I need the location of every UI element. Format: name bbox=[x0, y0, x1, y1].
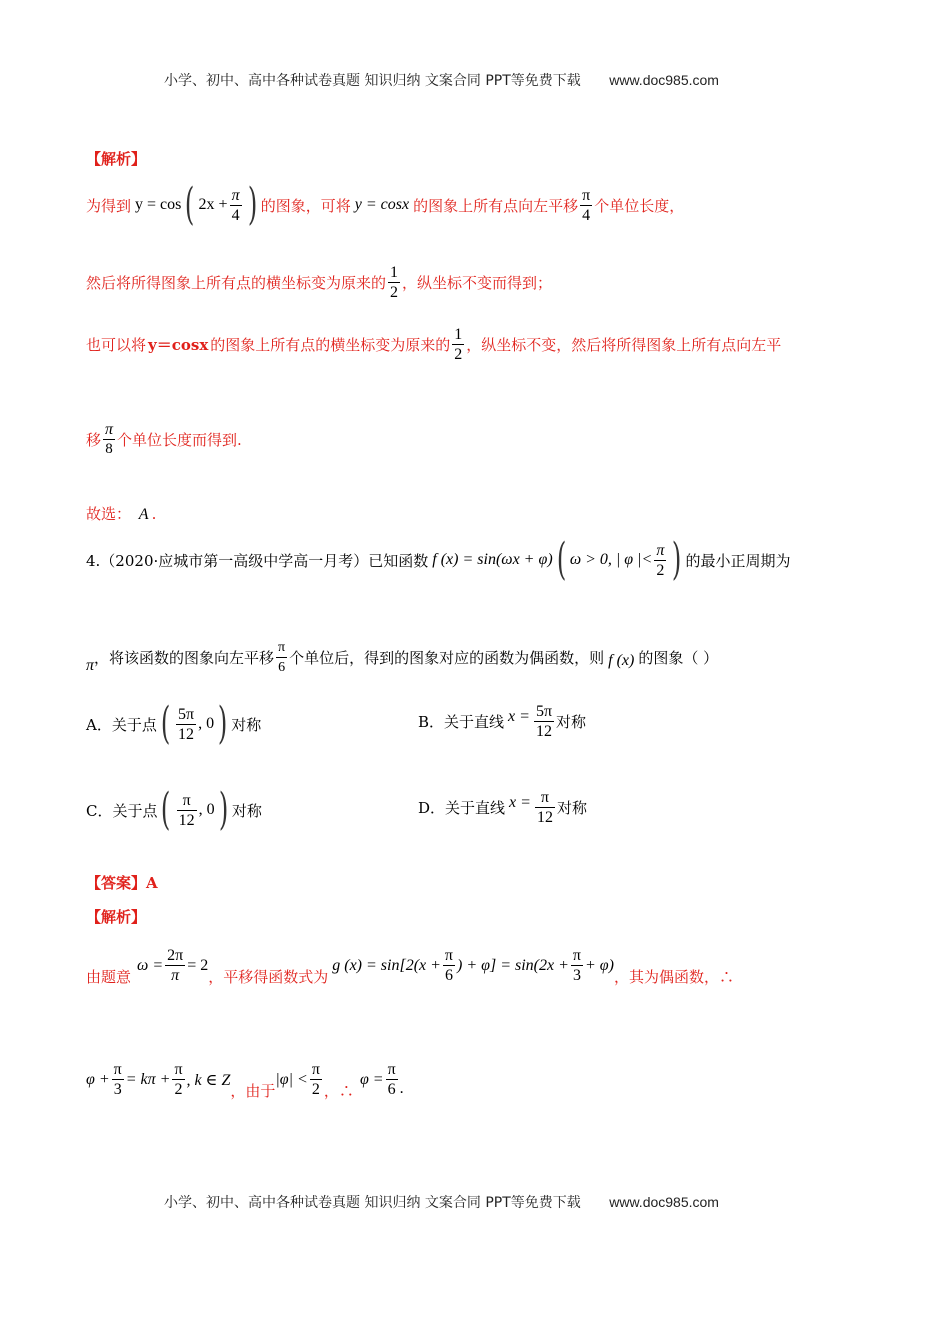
footer-text: 小学、初中、高中各种试卷真题 知识归纳 文案合同 PPT等免费下载 bbox=[164, 1195, 581, 1211]
math-eq: = kπ + bbox=[125, 1070, 171, 1088]
text-segment: . bbox=[151, 505, 157, 523]
fraction-pi-6: $\frac{\pi}{6}$ bbox=[278, 640, 286, 675]
text-segment: 的图象上所有点的横坐标变为原来的 bbox=[210, 336, 451, 354]
math-arg: 2x + bbox=[198, 196, 228, 213]
fraction-2pi-pi: $\frac{2\pi}{\pi}$ bbox=[167, 947, 184, 984]
math-x-eq: x = bbox=[509, 793, 531, 811]
math-k-set: , k ∈ Z bbox=[186, 1071, 231, 1089]
text-segment: . bbox=[399, 1079, 404, 1097]
math-pi: π bbox=[86, 656, 95, 674]
math-phi: φ = bbox=[359, 1070, 384, 1088]
fraction-pi-4: $\frac{\pi}{4}$ bbox=[582, 186, 591, 224]
text-segment: 对称 bbox=[556, 799, 587, 817]
text-segment: 个单位长度而得到. bbox=[117, 431, 242, 449]
header-text: 小学、初中、高中各种试卷真题 知识归纳 文案合同 PPT等免费下载 bbox=[164, 73, 581, 89]
text-segment: 的图象上所有点向左平移 bbox=[413, 196, 579, 215]
text-segment: ，将该函数的图象向左平移 bbox=[94, 649, 275, 667]
text-segment: 的图象（ ） bbox=[638, 649, 719, 667]
text-segment: 个单位长度， bbox=[594, 196, 685, 215]
right-paren: ) bbox=[218, 784, 228, 835]
fraction-pi-3: $\frac{\pi}{3}$ bbox=[113, 1061, 122, 1098]
fraction-pi-3: $\frac{\pi}{3}$ bbox=[572, 947, 581, 984]
math-g-func: ) + φ] = sin(2x + bbox=[457, 956, 569, 974]
math-fx: f (x) bbox=[608, 651, 635, 669]
math-cos-fn: y = cos bbox=[135, 196, 182, 213]
question-4-line-2 bbox=[86, 638, 718, 677]
choice-letter: A bbox=[138, 506, 149, 523]
answer-solution-line-2 bbox=[86, 1058, 404, 1101]
solution-label: 【解析】 bbox=[86, 908, 147, 926]
fraction-pi-2: $\frac{\pi}{2}$ bbox=[656, 541, 665, 579]
math-g-func: + φ) bbox=[584, 956, 614, 974]
fraction-pi-8: $\frac{\pi}{8}$ bbox=[105, 421, 114, 457]
fraction-pi-12: $\frac{\pi}{12}$ bbox=[536, 789, 553, 826]
fraction-pi-2: $\frac{\pi}{2}$ bbox=[174, 1061, 183, 1098]
question-4-stem bbox=[86, 534, 791, 585]
solution-line-1 bbox=[86, 179, 685, 230]
option-label: D．关于直线 bbox=[418, 799, 506, 817]
option-label: A．关于点 bbox=[86, 715, 157, 734]
answer-line bbox=[86, 872, 158, 893]
math-eq: = 2 bbox=[187, 956, 209, 974]
text-segment: 也可以将 bbox=[86, 336, 147, 354]
option-b[interactable] bbox=[418, 702, 586, 741]
right-paren: ) bbox=[672, 534, 682, 585]
text-segment: 的最小正周期为 bbox=[685, 551, 791, 570]
text-segment: 移 bbox=[86, 431, 102, 449]
text-segment: 然后将所得图象上所有点的横坐标变为原来的 bbox=[86, 274, 387, 292]
math-phi: φ + bbox=[86, 1070, 110, 1088]
option-c[interactable] bbox=[86, 784, 262, 835]
fraction-5pi-12: $\frac{5\pi}{12}$ bbox=[178, 705, 195, 743]
solution-line-4 bbox=[86, 420, 242, 459]
math-ycosx: y＝cosx bbox=[148, 336, 209, 354]
solution-line-3 bbox=[86, 325, 781, 364]
page-header bbox=[164, 70, 719, 90]
option-label: B．关于直线 bbox=[418, 713, 505, 731]
fraction-5pi-12: $\frac{5\pi}{12}$ bbox=[535, 703, 553, 740]
text-segment: ，平移得函数式为 bbox=[208, 968, 329, 986]
text-segment: ，∴ bbox=[323, 1082, 354, 1100]
fraction-1-2: $\frac{1}{2}$ bbox=[390, 264, 399, 301]
text-segment: 由题意 bbox=[86, 968, 132, 986]
text-segment: ，纵坐标不变而得到； bbox=[402, 274, 553, 292]
footer-url: www.doc985.com bbox=[609, 1194, 719, 1210]
fraction-pi-6: $\frac{\pi}{6}$ bbox=[387, 1061, 396, 1098]
text-segment: 故选： bbox=[86, 505, 132, 523]
text-segment: ，其为偶函数，∴ bbox=[613, 968, 734, 986]
option-a[interactable] bbox=[86, 698, 262, 749]
answer-value: A bbox=[146, 874, 158, 892]
fraction-1-2: $\frac{1}{2}$ bbox=[454, 326, 463, 363]
page-footer bbox=[164, 1192, 719, 1212]
solution-label: 【解析】 bbox=[86, 150, 147, 168]
fraction-pi-2: $\frac{\pi}{2}$ bbox=[311, 1061, 320, 1098]
left-paren: ( bbox=[556, 534, 566, 585]
right-paren: ) bbox=[217, 698, 228, 749]
option-label: C．关于点 bbox=[86, 801, 158, 820]
text-segment: 为得到 bbox=[86, 196, 132, 215]
math-condition: ω > 0, | φ |< bbox=[569, 551, 653, 568]
fraction-pi-6: $\frac{\pi}{6}$ bbox=[444, 947, 453, 984]
answer-solution-line-1 bbox=[86, 944, 734, 987]
math-tail: , 0 bbox=[198, 715, 215, 732]
header-url: www.doc985.com bbox=[609, 72, 719, 88]
text-segment: 对称 bbox=[556, 713, 587, 731]
text-segment: 个单位后，得到的图象对应的函数为偶函数，则 bbox=[289, 649, 605, 667]
fraction-pi-4: $\frac{\pi}{4}$ bbox=[231, 186, 240, 224]
answer-label: 【答案】 bbox=[86, 874, 147, 892]
solution-line-2 bbox=[86, 263, 552, 302]
math-ycosx: y = cosx bbox=[354, 196, 410, 213]
text-segment: 对称 bbox=[231, 715, 262, 734]
left-paren: ( bbox=[185, 179, 195, 230]
text-segment: ，纵坐标不变，然后将所得图象上所有点向左平 bbox=[466, 336, 782, 354]
left-paren: ( bbox=[161, 784, 171, 835]
math-g-func: g (x) = sin[2(x + bbox=[332, 956, 441, 974]
math-tail: , 0 bbox=[198, 801, 215, 818]
text-segment: ，由于 bbox=[230, 1082, 276, 1100]
math-abs-phi: |φ| < bbox=[275, 1070, 308, 1088]
option-d[interactable] bbox=[418, 788, 587, 827]
text-segment: 4.（2020·应城市第一高级中学高一月考）已知函数 bbox=[86, 551, 429, 570]
choice-line bbox=[86, 503, 156, 524]
math-function: f (x) = sin(ωx + φ) bbox=[432, 551, 553, 568]
math-omega: ω = bbox=[137, 956, 164, 974]
left-paren: ( bbox=[160, 698, 171, 749]
fraction-pi-12: $\frac{\pi}{12}$ bbox=[178, 791, 195, 829]
right-paren: ) bbox=[247, 179, 257, 230]
math-x-eq: x = bbox=[508, 707, 530, 725]
text-segment: 对称 bbox=[231, 801, 262, 820]
text-segment: 的图象，可将 bbox=[260, 196, 351, 215]
